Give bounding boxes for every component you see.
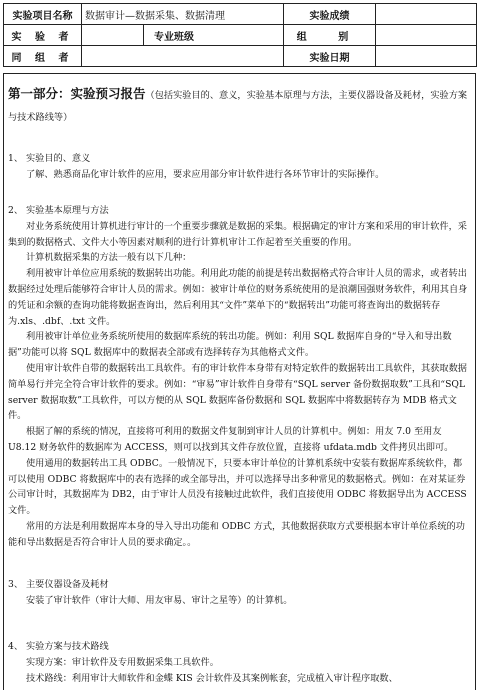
group-value bbox=[376, 25, 477, 46]
date-value bbox=[376, 46, 477, 67]
section-3-text: 安装了审计软件（审计大师、用友审易、审计之星等）的计算机。 bbox=[26, 594, 293, 606]
experimenter-label: 实 验 者 bbox=[4, 25, 82, 46]
header-table bbox=[3, 3, 477, 67]
part1-note: （包括实验目的、意义，实验基本原理与方法，主要仪器设备及耗材，实验方案与技术路线等） bbox=[8, 90, 468, 123]
section-2-para-7: 使用通用的数据转出工具 ODBC。一般情况下，只要本审计单位的计算机系统中安装有数据库系统软件，都可以使用 ODBC 将数据库中的表有选择的或全部导出，并可以选择导出多种常见的数据格式。例如：在对某证券公司审计时，其数据库为 DB2，由于审计人员没有接触过此软件，我们直接使用 ODBC 将数据导出为 ACCESS 文件。 bbox=[8, 457, 467, 517]
section-3-title: 3、 主要仪器设备及耗材 bbox=[8, 579, 109, 590]
class-label: 专业班级 bbox=[144, 25, 284, 46]
section-4-para-1: 实现方案：审计软件及专用数据采集工具软件。 bbox=[26, 656, 219, 668]
header-row-3 bbox=[4, 46, 477, 67]
score-value bbox=[376, 4, 477, 25]
section-1 bbox=[8, 151, 470, 183]
section-2-para-6: 根据了解的系统的情况，直接将可利用的数据文件复制到审计人员的计算机中。例如：用友 7.0 至用友 U8.12 财务软件的数据库为 ACCESS，则可以找到其文件存放位置，直接将 ufdata.mdb 文件拷贝出即可。 bbox=[8, 426, 454, 453]
section-2-para-2: 计算机数据采集的方法一般有以下几种： bbox=[26, 252, 192, 264]
section-2 bbox=[8, 203, 470, 551]
experimenter-value bbox=[82, 25, 144, 46]
section-1-text: 了解、熟悉商品化审计软件的应用，要求应用部分审计软件进行各环节审计的实际操作。 bbox=[26, 168, 385, 180]
project-name-label: 实验项目名称 bbox=[4, 4, 82, 25]
group-label: 组 别 bbox=[284, 25, 376, 46]
partner-label: 同 组 者 bbox=[4, 46, 82, 67]
section-2-para-5: 使用审计软件自带的数据转出工具软件。有的审计软件本身带有对特定软件的数据转出工具软件，其获取数据简单易行并完全符合审计软件的要求。例如：“审易”审计软件自身带有“SQL server 备份数据取数”工具和“SQL server 数据取数”工具软件，可以方便的从 SQL 数据库备份数据和 SQL 数据库中将数据转存为 MDB 格式文件。 bbox=[8, 362, 467, 422]
part1-heading-block bbox=[8, 83, 470, 129]
section-2-para-4: 利用被审计单位业务系统所使用的数据库系统的转出功能。例如：利用 SQL 数据库自身的“导入和导出数据”功能可以将 SQL 数据库中的数据表全部或有选择转存为其他格式文件。 bbox=[8, 331, 452, 359]
part1-heading: 第一部分：实验预习报告 bbox=[8, 86, 146, 101]
header-row-2 bbox=[4, 25, 477, 46]
section-3 bbox=[8, 577, 470, 609]
section-2-para-3: 利用被审计单位应用系统的数据转出功能。利用此功能的前提是转出数据格式符合审计人员的需求，或者转出数据经过处理后能够符合审计人员的需求。例如：被审计单位的财务系统使用的是浪潮国强财务软件，利用其自身的凭证和余额的查询功能将数据查询出，然后利用其“文件”菜单下的“数据转出”功能可将查询出的数据转存为.xls、.dbf、.txt 文件。 bbox=[8, 268, 468, 327]
section-2-para-1: 对业务系统使用计算机进行审计的一个重要步骤就是数据的采集。根据确定的审计方案和采用的审计软件，采集到的数据格式、文件大小等因素对顺利的进行计算机审计工作起着至关重要的作用。 bbox=[8, 220, 467, 248]
date-label: 实验日期 bbox=[284, 46, 376, 67]
report-body bbox=[3, 73, 476, 690]
header-row-1 bbox=[4, 4, 477, 25]
partner-value bbox=[82, 46, 284, 67]
section-2-title: 2、 实验基本原理与方法 bbox=[8, 205, 109, 216]
score-label: 实验成绩 bbox=[284, 4, 376, 25]
section-4-para-2: 技术路线：利用审计大师软件和金蝶 KIS 会计软件及其案例帐套，完成植入审计程序取数、 bbox=[26, 672, 398, 684]
section-2-para-8: 常用的方法是利用数据库本身的导入导出功能和 ODBC 方式，其他数据获取方式要根据本审计单位系统的功能和导出数据是否符合审计人员的要求确定。。 bbox=[8, 520, 465, 548]
project-name-value: 数据审计—数据采集、数据清理 bbox=[82, 4, 284, 25]
section-4-title: 4、 实验方案与技术路线 bbox=[8, 641, 109, 652]
section-1-title: 1、 实验目的、意义 bbox=[8, 153, 91, 164]
section-4 bbox=[8, 639, 470, 686]
